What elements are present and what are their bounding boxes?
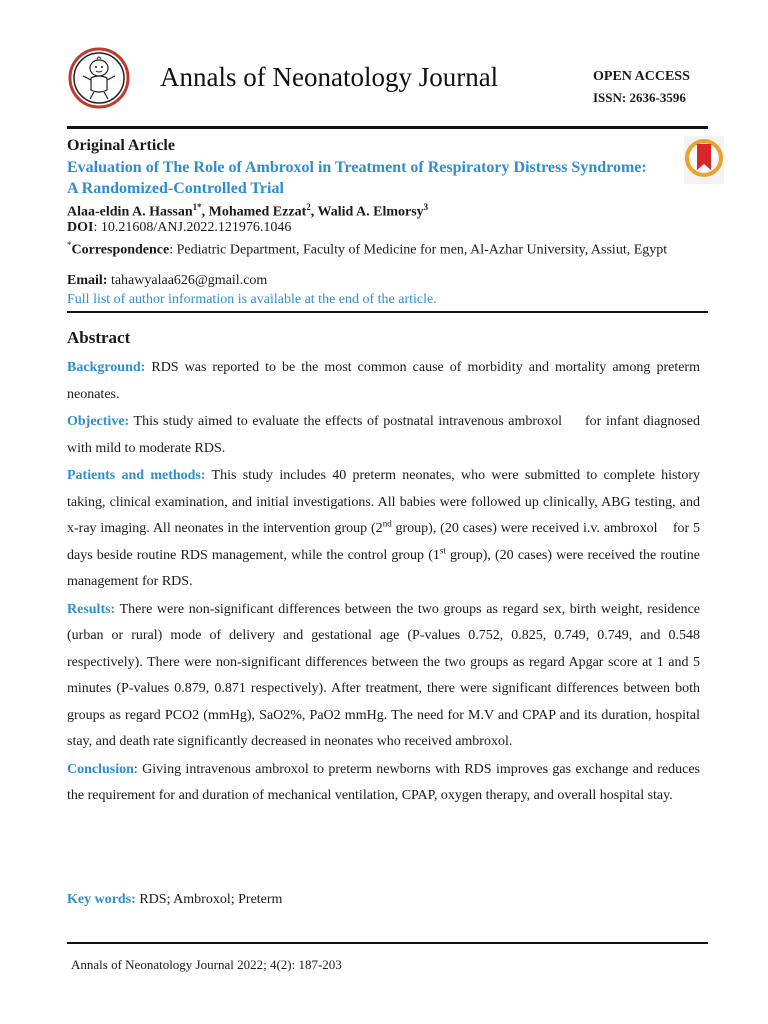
abstract-background [67, 355, 700, 408]
author-separator: , [310, 204, 318, 220]
open-access-label: OPEN ACCESS [593, 69, 690, 84]
methods-text: group), (20 cases) were received i.v. ambroxol for 5 days beside routine RDS management, while the control group (1 [67, 521, 704, 563]
abstract-results [67, 597, 700, 756]
doi-label: DOI [67, 220, 94, 235]
section-divider [67, 311, 708, 313]
methods-text: This study includes 40 preterm neonates, who were submitted to complete history taking, clinical examination, and initial investigations. All babies were followed up clinically, ABG testing, and x-ray imaging. All neonates in the intervention group (2 [67, 468, 700, 536]
issn-label: ISSN: 2636-3596 [593, 90, 686, 105]
methods-superscript: st [439, 544, 446, 555]
author-affiliation: 3 [423, 202, 429, 212]
author-name: Mohamed Ezzat [208, 204, 307, 220]
background-text: RDS was reported to be the most common cause of morbidity and mortality among preterm neonates. [67, 360, 700, 402]
abstract-conclusion [67, 757, 700, 810]
author-affiliation: 2 [306, 202, 311, 212]
objective-text: This study aimed to evaluate the effects of postnatal intravenous ambroxol for infant diagnosed with mild to moderate RDS. [67, 414, 704, 456]
keywords-label: Key words: [67, 892, 136, 907]
methods-label: Patients and methods: [67, 468, 206, 483]
author-list [67, 202, 428, 221]
email-label: Email: [67, 273, 108, 288]
email-line [67, 273, 267, 289]
abstract-methods [67, 463, 704, 596]
methods-text: group), (20 cases) were received the routine management for RDS. [67, 547, 700, 589]
journal-title: Annals of Neonatology Journal [160, 62, 499, 92]
background-label: Background: [67, 360, 146, 375]
methods-superscript: nd [382, 518, 392, 529]
author-info-note[interactable]: Full list of author information is available at the end of the article. [67, 292, 437, 307]
objective-label: Objective: [67, 414, 130, 429]
bookmark-icon[interactable] [684, 136, 724, 184]
abstract-objective [67, 409, 704, 462]
header-divider [67, 126, 708, 129]
abstract-body [67, 355, 704, 811]
author-name: Alaa-eldin A. Hassan [67, 204, 193, 220]
article-type: Original Article [67, 137, 175, 154]
doi-line [67, 220, 291, 236]
abstract-heading: Abstract [67, 328, 131, 347]
email-value[interactable]: tahawyalaa626@gmail.com [107, 273, 268, 288]
correspondence-line [67, 237, 708, 259]
article-title: Evaluation of The Role of Ambroxol in Treatment of Respiratory Distress Syndrome: A Randomized-Controlled Trial [67, 159, 647, 197]
correspondence-label: Correspondence [71, 242, 170, 258]
footer-citation: Annals of Neonatology Journal 2022; 4(2): 187-203 [71, 957, 342, 972]
journal-logo-icon [67, 44, 131, 116]
doi-value[interactable]: : 10.21608/ANJ.2022.121976.1046 [93, 220, 292, 235]
results-text: There were non-significant differences between the two groups as regard sex, birth weight, residence (urban or rural) mode of delivery and gestational age (P-values 0.752, 0.825, 0.749, 0.749, and 0.548 respectively). There were non-significant differences between the two groups as regard Apgar score at 1 and 5 minutes (P-values 0.879, 0.871 respectively). After treatment, there were significant differences between both groups as regard PCO2 (mmHg), SaO2%, PaO2 mmHg. The need for M.V and CPAP and its duration, hospital stay, and death rate significantly decreased in neonates who received ambroxol. [67, 601, 700, 749]
correspondence-text: : Pediatric Department, Faculty of Medicine for men, Al-Azhar University, Assiut, Egypt [169, 242, 668, 258]
conclusion-text: : Giving intravenous ambroxol to preterm newborns with RDS improves gas exchange and reduces the requirement for and duration of mechanical ventilation, CPAP, oxygen therapy, and overall hospital stay. [67, 761, 700, 803]
conclusion-label: Conclusion [67, 761, 134, 777]
results-label: Results: [67, 601, 116, 617]
correspondence-mark: * [67, 240, 72, 250]
author-separator: , [201, 204, 209, 220]
footer-divider [67, 942, 708, 944]
keywords-value: RDS; Ambroxol; Preterm [135, 892, 283, 907]
author-name: Walid A. Elmorsy [317, 204, 424, 220]
keywords-line [67, 892, 282, 908]
author-affiliation: 1* [192, 202, 202, 212]
